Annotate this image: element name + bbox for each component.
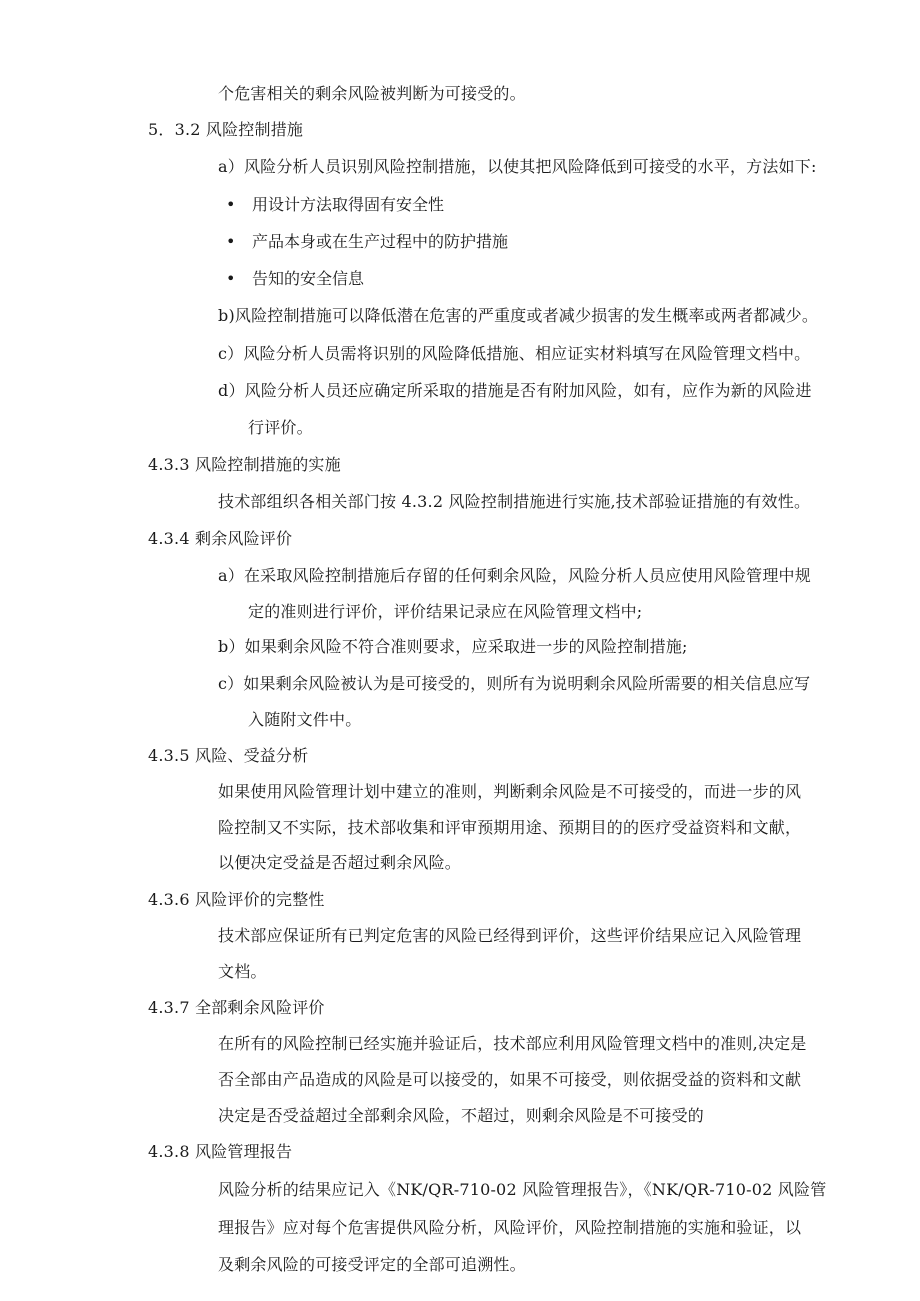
section-heading-4-3-5: 4.3.5 风险、受益分析 xyxy=(148,746,309,765)
bullet-item xyxy=(226,232,508,252)
list-item-c: c）风险分析人员需将识别的风险降低措施、相应证实材料填写在风险管理文档中。 xyxy=(218,344,811,363)
paragraph-continuation: 个危害相关的剩余风险被判断为可接受的。 xyxy=(218,84,526,103)
bullet-icon: • xyxy=(226,232,236,251)
section-heading-4-3-8: 4.3.8 风险管理报告 xyxy=(148,1142,293,1161)
list-item-a: a）风险分析人员识别风险控制措施，以使其把风险降低到可接受的水平，方法如下: xyxy=(218,157,817,176)
paragraph-4-3-3: 技术部组织各相关部门按 4.3.2 风险控制措施进行实施,技术部验证措施的有效性。 xyxy=(218,492,811,511)
list-item-d-continuation: 行评价。 xyxy=(248,418,313,437)
section-heading-4-3-4: 4.3.4 剩余风险评价 xyxy=(148,529,293,548)
paragraph-4-3-6: 文档。 xyxy=(218,962,267,981)
section-heading-4-3-3: 4.3.3 风险控制措施的实施 xyxy=(148,455,341,474)
list-item-c: c）如果剩余风险被认为是可接受的，则所有为说明剩余风险所需要的相关信息应写 xyxy=(218,674,811,693)
paragraph-4-3-7: 决定是否受益超过全部剩余风险，不超过，则剩余风险是不可接受的 xyxy=(218,1106,705,1125)
paragraph-4-3-5: 如果使用风险管理计划中建立的准则，判断剩余风险是不可接受的，而进一步的风 xyxy=(218,782,802,801)
list-item-b: b）如果剩余风险不符合准则要求，应采取进一步的风险控制措施; xyxy=(218,637,688,656)
section-heading-4-3-6: 4.3.6 风险评价的完整性 xyxy=(148,890,325,909)
bullet-text: 产品本身或在生产过程中的防护措施 xyxy=(252,232,509,251)
list-item-a: a）在采取风险控制措施后存留的任何剩余风险，风险分析人员应使用风险管理中规 xyxy=(218,566,811,585)
section-heading-4-3-7: 4.3.7 全部剩余风险评价 xyxy=(148,998,325,1017)
paragraph-4-3-5: 险控制又不实际，技术部收集和评审预期用途、预期目的的医疗受益资料和文献， xyxy=(218,818,802,837)
bullet-icon: • xyxy=(226,269,236,288)
paragraph-4-3-8: 理报告》应对每个危害提供风险分析，风险评价，风险控制措施的实施和验证，以 xyxy=(218,1218,802,1237)
bullet-item xyxy=(226,195,444,215)
paragraph-4-3-5: 以便决定受益是否超过剩余风险。 xyxy=(218,853,462,872)
list-item-b: b)风险控制措施可以降低潜在危害的严重度或者减少损害的发生概率或两者都减少。 xyxy=(218,306,819,325)
paragraph-4-3-7: 否全部由产品造成的风险是可以接受的，如果不可接受，则依据受益的资料和文献 xyxy=(218,1070,802,1089)
section-heading-5-3-2: 5．3.2 风险控制措施 xyxy=(148,120,304,139)
bullet-item xyxy=(226,269,364,289)
paragraph-4-3-7: 在所有的风险控制已经实施并验证后，技术部应利用风险管理文档中的准则,决定是 xyxy=(218,1034,807,1053)
list-item-c-continuation: 入随附文件中。 xyxy=(248,710,362,729)
paragraph-4-3-8: 风险分析的结果应记入《NK/QR-710-02 风险管理报告》，《NK/QR-710-02 风险管 xyxy=(218,1180,827,1199)
bullet-text: 告知的安全信息 xyxy=(252,269,365,288)
paragraph-4-3-8: 及剩余风险的可接受评定的全部可追溯性。 xyxy=(218,1255,526,1274)
paragraph-4-3-6: 技术部应保证所有已判定危害的风险已经得到评价，这些评价结果应记入风险管理 xyxy=(218,926,802,945)
bullet-icon: • xyxy=(226,195,236,214)
list-item-a-continuation: 定的准则进行评价，评价结果记录应在风险管理文档中; xyxy=(248,602,643,621)
list-item-d: d）风险分析人员还应确定所采取的措施是否有附加风险，如有，应作为新的风险进 xyxy=(218,381,812,400)
bullet-text: 用设计方法取得固有安全性 xyxy=(252,195,445,214)
